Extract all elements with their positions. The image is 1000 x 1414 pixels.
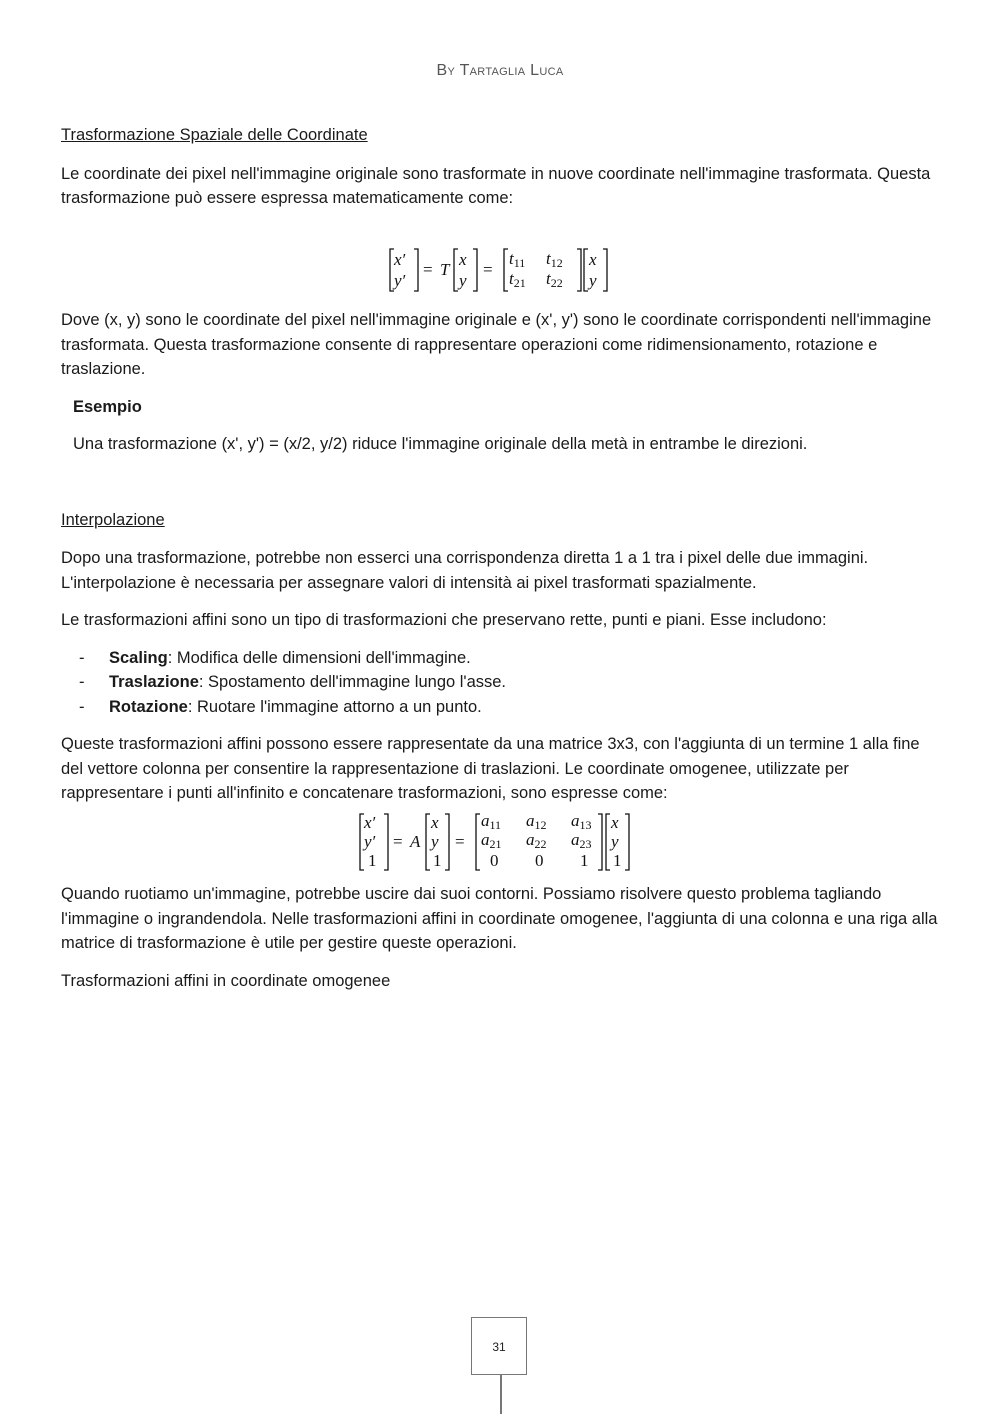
eq2-m01: a	[526, 810, 535, 830]
list-item	[61, 670, 941, 695]
eq2-m00-sub: 11	[489, 817, 502, 832]
eq1-m10-sub: 21	[513, 275, 526, 290]
bullet-dash: -	[79, 648, 85, 667]
eq1-m00-sub: 11	[513, 255, 526, 270]
svg-text:a13	[571, 811, 592, 832]
eq1-eq-b: =	[483, 259, 493, 279]
page-number: 31	[471, 1317, 527, 1375]
bullet-term: Traslazione	[109, 673, 199, 691]
eq1-m11: t	[546, 268, 551, 288]
eq1-vec-1: y	[459, 270, 467, 290]
eq2-vec-2: 1	[433, 850, 442, 870]
eq1-m10: t	[509, 268, 514, 288]
interpolation-paragraph-2: Le trasformazioni affini sono un tipo di trasformazioni che preservano rette, punti e piani. Esse includono:	[61, 611, 827, 629]
eq1-lhs-0: x′	[394, 249, 406, 269]
eq2-m12-sub: 23	[579, 836, 592, 851]
svg-text:a12	[526, 811, 547, 832]
eq2-eq-b: =	[455, 831, 465, 851]
rotation-paragraph: Quando ruotiamo un'immagine, potrebbe uscire dai suoi contorni. Possiamo risolvere questo problema tagliando l'immagine o ingrandendola. Nelle trasformazioni affini in coordinate omogenee, l'aggiunta di una colonna e una riga alla matrice di trasformazione è utile per gestire queste operazioni.	[61, 885, 938, 952]
eq2-m21: 0	[535, 850, 544, 870]
example-text: Una trasformazione (x', y') = (x/2, y/2) riduce l'immagine originale della metà in entrambe le direzioni.	[73, 435, 808, 453]
eq2-rvec-2: 1	[613, 850, 622, 870]
eq1-m11-sub: 22	[550, 275, 563, 290]
equation-2x2-svg	[386, 245, 616, 295]
eq2-lhs-1: y′	[364, 831, 376, 851]
eq1-symbol: T	[440, 259, 450, 279]
svg-text:t11	[509, 249, 525, 270]
svg-text:a22	[526, 830, 547, 851]
eq2-m02-sub: 13	[579, 817, 592, 832]
eq2-lhs-0: x′	[364, 812, 376, 832]
page-header: By Tartaglia Luca	[436, 62, 564, 79]
eq2-m10: a	[481, 829, 490, 849]
eq2-lhs-2: 1	[368, 850, 377, 870]
section-title-spatial-transform: Trasformazione Spaziale delle Coordinate	[61, 126, 368, 144]
eq2-vec-1: y	[431, 831, 439, 851]
eq2-m12: a	[571, 829, 580, 849]
page-content	[61, 123, 941, 993]
equation-2x2	[61, 245, 941, 303]
interpolation-paragraph-1: Dopo una trasformazione, potrebbe non esserci una corrispondenza diretta 1 a 1 tra i pixel delle due immagini. L'interpolazione è necessaria per assegnare valori di intensità ai pixel trasformati spazialmente.	[61, 549, 869, 592]
eq2-rvec-0: x	[611, 812, 619, 832]
svg-text:t12	[546, 249, 563, 270]
eq2-rvec-1: y	[611, 831, 619, 851]
svg-text:t21	[509, 269, 526, 290]
bullet-desc: : Modifica delle dimensioni dell'immagine.	[167, 648, 471, 667]
eq1-rvec-1: y	[589, 270, 597, 290]
svg-text:a23	[571, 830, 592, 851]
eq2-symbol: A	[410, 831, 421, 851]
affine-transform-list	[61, 646, 941, 720]
example-block	[61, 395, 941, 457]
eq1-rvec-0: x	[589, 249, 597, 269]
eq2-m02: a	[571, 810, 580, 830]
intro-paragraph: Le coordinate dei pixel nell'immagine originale sono trasformate in nuove coordinate nell'immagine trasformata. Questa trasformazione può essere espressa matematicamente come:	[61, 164, 931, 207]
homogeneous-paragraph: Queste trasformazioni affini possono essere rappresentate da una matrice 3x3, con l'aggiunta di un termine 1 alla fine del vettore colonna per consentire la rappresentazione di traslazioni. Le coordinate omogenee, utilizzate per rappresentare i punti all'infinito e concatenare trasformazioni, sono espresse come:	[61, 735, 920, 802]
list-item	[61, 646, 941, 671]
eq2-m22: 1	[580, 850, 589, 870]
eq2-m11-sub: 22	[534, 836, 547, 851]
eq1-eq-a: =	[423, 259, 433, 279]
homogeneous-affine-line: Trasformazioni affini in coordinate omogenee	[61, 971, 391, 990]
eq1-lhs-1: y′	[394, 270, 406, 290]
svg-text:t22	[546, 269, 563, 290]
page-number-connector	[500, 1375, 502, 1414]
equation-3x3	[61, 811, 941, 881]
section-title-interpolation: Interpolazione	[61, 510, 165, 529]
eq1-m01-sub: 12	[550, 255, 563, 270]
eq1-m00: t	[509, 248, 514, 268]
eq2-m11: a	[526, 829, 535, 849]
bullet-term: Scaling	[109, 648, 168, 667]
bullet-dash: -	[79, 697, 85, 716]
bullet-term: Rotazione	[109, 697, 188, 716]
bullet-desc: : Spostamento dell'immagine lungo l'asse.	[198, 673, 507, 691]
bullet-dash: -	[79, 673, 85, 691]
eq1-vec-0: x	[459, 249, 467, 269]
eq2-m20: 0	[490, 850, 499, 870]
svg-text:a11	[481, 811, 501, 832]
eq2-m10-sub: 21	[489, 836, 502, 851]
example-title: Esempio	[73, 397, 142, 416]
svg-text:a21	[481, 830, 502, 851]
list-item	[61, 695, 941, 720]
bullet-desc: : Ruotare l'immagine attorno a un punto.	[187, 697, 482, 716]
equation-3x3-svg	[356, 811, 646, 873]
eq1-m01: t	[546, 248, 551, 268]
eq2-m00: a	[481, 810, 490, 830]
eq2-vec-0: x	[431, 812, 439, 832]
explanation-paragraph: Dove (x, y) sono le coordinate del pixel nell'immagine originale e (x', y') sono le coordinate corrispondenti nell'immagine trasformata. Questa trasformazione consente di rappresentare operazioni come ridimensionamento, rotazione e traslazione.	[61, 311, 932, 378]
eq2-m01-sub: 12	[534, 817, 547, 832]
eq2-eq-a: =	[393, 831, 403, 851]
